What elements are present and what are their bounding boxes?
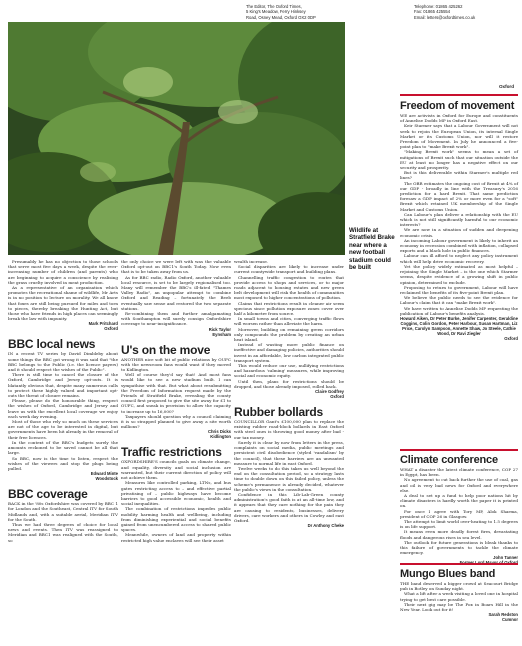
paragraph: Meanwhile, owners of land and property within restricted high value enclaves will see their asset [121,532,231,543]
signature-place: Oxford [330,394,344,400]
paragraph: Channelling traffic congestion to routes that provide access to shops and services, or to major roads adjacent to housing estates and new green belt development will risk the health of communities most exposed to higher concentrations of pollution. [234,274,344,301]
column-2 [121,259,231,543]
paragraph: We have written to Annelise Dodds MP requesting the publication of Labour's benefits analysis. [400,305,518,316]
mid-rule [400,449,518,451]
paragraph: So BBC, now is the time to listen, respect the wishes of the viewers and stop the plugs being pulled. [8,455,118,471]
heading-bbc-coverage: BBC coverage [8,487,88,502]
heading-climate-conference: Climate conference [400,454,498,466]
top-rule [400,94,518,96]
paragraph: A deal to set up a fund to help poor nations hit by climate disasters is hardly worth the paper it is printed on. [400,493,518,509]
paragraph: Instead of wasting more public finance on ineffective and damaging policies, authorities should invest in an affordable, low carbon integrated public transport system. [234,342,344,363]
heading-mungo-blues-band: Mungo Blues band [400,568,496,580]
column-1 [8,259,118,543]
paragraph: An incoming Labour government is likely to inherit an economy in recession combined with inflation, collapsed exports and a black hole in public finances. [400,237,518,254]
paragraph: Most of those who rely so much on these services are not of the age to be interested in digital, but governments have been hit already in the removal of their free licences. [8,419,118,440]
signature: Rick Taylor [208,326,231,332]
paragraph: Claims that restrictions result in cleaner air seem specious since pollution exposure zones cover over half a kilometre from source. [234,300,344,317]
paragraph: Presumably he has no objection to those schools that serve most five days a week, despite the ever-increasing number of children (and parents) who are beginning to acquire a conscience by realising the grass cruelty involved in meat production. [8,259,118,285]
column-4-mungo [400,568,518,622]
paragraph: It means even more deadly forest fires, devastating floods and dangerous rises in sea level. [400,529,518,540]
signature-place: Woodstock [95,476,118,482]
paragraph: But is this deliverable within Starmer's multiple red lines? [400,170,518,181]
paragraph: Taxpayers should question why a council claiming it is so strapped planned to give away a site worth millions? [121,413,231,430]
paragraph: Confidence in this Lib-Lab-Green county administration's good faith is at an all-time low, and it appears that they care nothing for the pain they are causing to residents, businesses, delivery drivers, care workers and others in Cowley and east Oxford. [234,491,344,523]
address-line-3: Road, Osney Mead, Oxford OX2 0DP [246,14,316,20]
paragraph: WHAT a disaster the latest climate conference, COP 27 in Egypt, has been. [400,467,518,478]
paragraph: Measures like controlled parking, LTNs, and bus gates restricting access to – and effective partial privatising of – public highways have become barriers to good accessible economic, health and social inequalities. [121,480,231,507]
paragraph: the only choice we were left with was the valuable Oxford opt-out on BBC1's South Today. Now even that is to be taken away from us. [121,259,231,275]
signature: Chris Dicks [207,429,231,435]
paragraph: COUNCILLOR Gant's £100,000 plan to replace the existing rubber road-block bollards in East Oxford with steel ones is throwing good money after bad - our tax money. [234,419,344,440]
paragraph: wealth increase. [234,259,269,264]
heading-traffic-restrictions: Traffic restrictions [121,445,222,460]
paragraph: Re-combining them and further amalgamating with Southampton will surely consign Oxfordshire coverage to near-insignificance. [121,311,231,327]
signature-place: Oxford [504,335,518,341]
paragraph: "Making Brexit work" seems to mean a set of mitigations of Brexit such that our situation outside the EU at least no longer has a negative effect on our security and prosperity. [400,149,518,171]
paragraph: Well of course they'd say that! And most fans would like to see a new stadium built. I can sympathise with that. But what about resubmitting the Freedom of Information request made by the Friends of Stratfield Brake, revealing the county council first proposed to give the site away for £1 to OUFC, and sneak in provision to allow the capacity to increase up to 16,000? [121,372,231,414]
column-4-climate [400,454,518,565]
paragraph: Labour can ill afford to neglect any policy instrument which will help drive economic recovery. [400,253,518,264]
address-line-1: The Editor, The Oxford Times, [246,4,302,9]
paragraph: The outlook for future generations is bleak thanks to this failure of governments to tackle the climate emergency. [400,539,518,556]
paragraph: Can Labour's plan deliver a relationship with the EU which is not still significantly harmful to our economic interests? [400,211,518,228]
heading-us-on-the-move: U's on the move [121,342,211,357]
column-3 [234,259,344,528]
paragraph: ANOTHER nice soft bit of public relations by OUFC with the newsroom fans would want if they moved to Kidlington. [121,356,231,373]
paragraph: Moreover, building on remaining green corridors only compounds the problem by creating an urban heat island. [234,326,344,343]
paragraph: Twelve weeks to do this takes us well beyond the end on the consultation period, so a strategy lasts time to double down on this failed policy, unless the scheme's permanence is already decided, whatever the public's views in the consultation. [234,465,344,492]
email: Email: letters@oxfordtimes.co.uk [414,14,476,20]
signature: Claire Godfrey [315,389,344,395]
paragraph: WE are activists in Oxford for Europe and constituents of Annelise Dodds MP in Oxford East. [400,113,518,124]
paragraph: THE band deserved a bigger crowd at Seacourt Bridge pub in Botley on Sunday night. [400,581,518,592]
paragraph: IN a recent TV series by David Dimbleby about some things the BBC got wrong it was said that "the BBC belongs to the Public (i.e. the licence payers) and it should respect the wishes of the Public". [8,351,118,373]
photo-caption: Wildlife at Stratfield Brake near where a new football stadium could be built [349,227,395,272]
paragraph: In the context of the BBC's budgets surely the amounts reckoned to be saved cannot be all that large. [8,439,118,456]
section-label: Oxford [498,84,514,89]
paragraph: The OBR estimates the ongoing cost of Brexit at 4% of our GDP - broadly in line with the Treasury's 2016 prediction for a hard Brexit. That same prediction foresaw a GDP impact of 2% or more even for a "soft" Brexit which retained UK membership of the Single Market and Customs Union. [400,180,518,212]
fax: Fax: 01865 425554 [414,9,451,15]
signature: Edward Minte [90,471,118,477]
column-4 [400,100,518,341]
paragraph: For once I agree with Tory MP, Alok Sharma, president of COP 26 in Glasgow. [400,508,518,519]
paragraph: Until then, plans for restrictions should be dropped, and those already imposed, rolled back. [234,378,344,389]
paragraph: Thus we had three degrees of choice for local news and events. Then ITV was reassigned to Meridian and BBC1 was realigned with the South, so [8,521,118,543]
paragraph: Keir Starmer says that a Labour Government will not seek to rejoin the European Union, its internal Single Market or its Customs Union, nor will it restore Freedom of Movement. In July he announced a five-point plan to "make Brexit work". [400,123,518,150]
address-line-2: 5 King's Meadow, Ferry Hinksey [246,9,306,15]
paragraph: OXFORDSHIRE'S councils goals on climate change, and equality, diversity and social inclusion are warranted, but their current direction of policy will not achieve them. [121,459,231,481]
signature-place: Kidlington [210,434,231,440]
heading-freedom-of-movement: Freedom of movement [400,100,515,112]
signature: Dr Anthony Cheke [307,523,344,529]
paragraph: We believe the public needs to see the evidence for Labour's claim that it can "make Brexit work". [400,295,518,306]
paragraph: Yet the policy widely estimated as most helpful – rejoining the Single Market – is the one which Starmer seems, despite evidence of a growing shift in public opinion, determined to exclude. [400,263,518,285]
signature: Sarah Redston [488,612,518,618]
paragraph: Proposing to return to government, Labour will have reclaimed the benefits of its five-point Brexit plan. [400,284,518,295]
signature-place: Eynsham [212,331,231,337]
heading-rubber-bollards: Rubber bollards [234,405,324,420]
paragraph: Their next gig may be The Fox in Boars Hill in the New Year. Look out for it! [400,601,518,613]
signature: John Tanner [493,555,518,561]
signature: Howard Aiken, Dr Peter Burke, Jenifer Carpenter, Geraldine Coggins, Colin Gordon, Peter Harbour, Susan Hartman, Liz Price, Carolyn Sampson, Annette Shaw, Jo Steele, Cathie Wood, Dr Ravi Ziegler [400,315,518,336]
paragraph: Please, please do the honourable thing, respect the wishes of Oxford, Cambridge and Jersey and leave us with the excellent local coverage we enjoy each week day evening. [8,398,118,419]
signature: Mark Pritchard [88,321,118,327]
paragraph: We are now in a situation of sudden and deepening economic crisis. [400,227,518,238]
signature-place: Cumnor [501,617,518,623]
paragraph: BACK in the '80s Oxfordshire was covered by BBC 1 for London and the Southeast, Central ITV for South Midlands and, with a suitable aerial, Meridian ITV for the South. [8,501,118,522]
bottom-rule [400,563,518,565]
paragraph: Social disparities are likely to increase under current countywide transport and building plans. [234,264,344,275]
signature-place: Oxford [104,326,118,332]
paragraph: This would reduce our use, nullifying restrictions and hazardous 'calming' measures, while improving social and economic equity. [234,363,344,379]
paragraph: What a lift after a week visiting a loved one in hospital trying to get best care possible. [400,591,518,602]
paragraph: The combination of restrictions impedes public mobility harming health and wellbeing, including from diminishing experiential and social benefits gained from unencumbered access to shared public spaces. [121,506,231,533]
paragraph: No agreement to cut back further the use of coal, gas and oil is very bad news for Oxford and everywhere else. [400,477,518,493]
paragraph: Surely it is clear by now from letters in the press, complaints on social media, public meetings and persistent civil disobedience (styled 'vandalism' by the council), that these barriers are an unwanted measure to normal life in east Oxford. [234,439,344,466]
paragraph: As a representative of an organisation which promotes the recreational shame of wildlife, Mr Arts is in no position to lecture on morality. We all know that foxes are still being pursued for miles and torn to pieces, thereby breaking the Hunting Act, but those who have friends in high places can seemingly break the law with impunity. [8,285,118,322]
paragraph: There is still time to cancel the closure of the Oxford, Cambridge and Jersey opt-outs. It is blatantly obvious that, despite many numerous calls to protect these highly valued and important opt-outs the threat of closure remains. [8,372,118,399]
paragraph: As for BBC radio, Radio Oxford, another valuable local resource, is set to be largely regionalised too. Many will remember the BBC's ill-fated "Thames Valley Radio", an unpopular attempt to combine Oxford and Reading – fortunately the Beeb eventually saw sense and restored the two separate stations. [121,274,231,311]
telephone: Telephone: 01865 425262 [414,4,463,9]
wildlife-photo [8,22,345,255]
heading-bbc-local-news: BBC local news [8,337,96,352]
paragraph: The attempt to limit world over-heating to 1.5 degrees is on life support. [400,519,518,530]
paragraph: In small towns and cities, converging traffic flows will worsen rather than alleviate the harm. [234,316,344,327]
